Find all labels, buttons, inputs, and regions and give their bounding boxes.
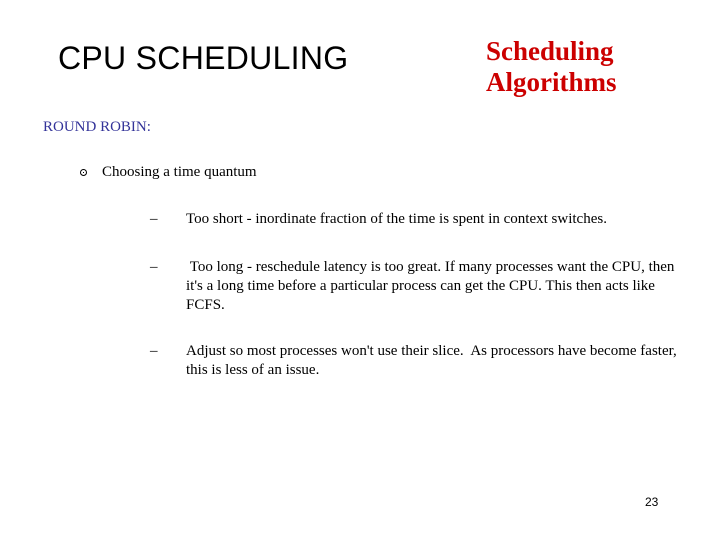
sub-item-text: Too short - inordinate fraction of the time is spent in context switches. [186, 211, 607, 227]
sub-title-line-2: Algorithms [486, 67, 617, 97]
sub-title-line-1: Scheduling [486, 36, 614, 66]
sub-title [486, 36, 617, 98]
sub-item-text: Too long - reschedule latency is too great. If many processes want the CPU, then it's a long time before a particular process can get the CPU. This then acts like FCFS. [186, 259, 679, 313]
bullet-dot-icon [80, 169, 87, 176]
sub-item-text: Adjust so most processes won't use their slice. As processors have become faster, this is less of an issue. [186, 343, 681, 378]
dash-marker: – [150, 211, 158, 227]
main-title: CPU SCHEDULING [58, 40, 349, 76]
bullet-text: Choosing a time quantum [102, 164, 257, 180]
dash-marker: – [150, 259, 158, 275]
page-number: 23 [645, 495, 659, 509]
section-label: ROUND ROBIN: [43, 119, 151, 135]
dash-marker: – [150, 343, 158, 359]
